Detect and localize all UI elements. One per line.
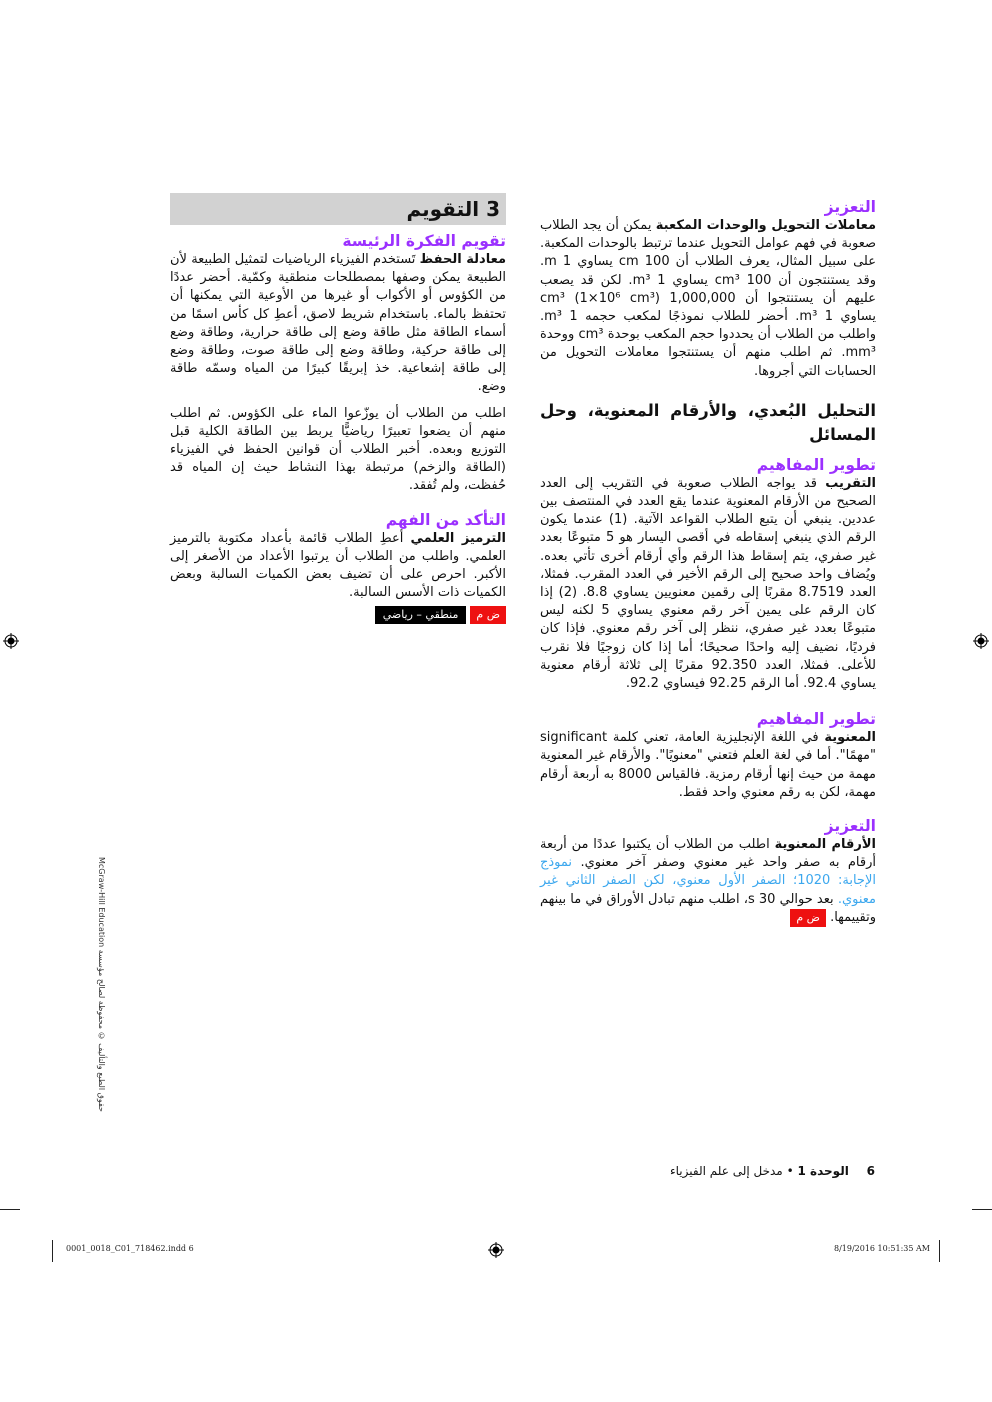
paragraph-text: قد يواجه الطلاب صعوبة في التقريب إلى العدد الصحيح من الأرقام المعنوية عندما يقع العدد في المنتصف بين عددين. ينبغي أن يتبع الطلاب القواعد الآتية. (1) عندما يكون الرقم الذي ينبغي إسقاطه في أقصى اليسار هو 5 متبوعًا بعدد غير صفري، يتم إسقاط هذا الرقم وأي أرقام أخرى تأتي بعده. ويُضاف واحد صحيح إلى الرقم الأخير في العدد المقرب. فمثلا، العدد 8.7519 مقربًا إلى رقمين معنويين يساوي 8.8. (2) إذا كان الرقم على يمين آخر رقم معنوي يساوي 5 لكنه ليس متبوعًا بعدد غير صفري، ننظر إلى آخر رقم معنوي. فإذا كان فرديًا، نضيف إليه واحدًا صحيحًا؛ أما إذا كان زوجيًا فلا نقرب للأعلى. فمثلا، العدد 92.350 مقربًا إلى ثلاثة أرقام معنوية يساوي 92.4. أما الرقم 92.25 فيساوي 92.2. <box>540 475 877 692</box>
crop-mark <box>0 1209 20 1210</box>
slug-filename: 0001_0018_C01_718462.indd 6 <box>66 1244 194 1253</box>
paragraph-lead: الترميز العلمي <box>410 530 506 546</box>
differentiation-badge: ض م <box>790 909 826 927</box>
registration-mark-icon <box>973 633 989 649</box>
paragraph-text: اطلب من الطلاب أن يكتبوا عددًا من أربعة أرقام به صفر واحد غير معنوي وصفر آخر معنوي. <box>540 837 876 871</box>
check-heading: التأكد من الفهم <box>385 510 506 529</box>
assessment-band: 3 التقويم <box>170 193 506 225</box>
conservation-paragraph <box>170 251 506 397</box>
paragraph-lead: الأرقام المعنوية <box>774 837 876 853</box>
sigfig-paragraph <box>540 836 876 927</box>
crop-mark <box>972 1209 992 1210</box>
conservation-paragraph-2: اطلب من الطلاب أن يوزّعوا الماء على الكؤوس. ثم اطلب منهم أن يضعوا تعبيرًا رياضيًّا يربط بين الطاقة الكلية قبل التوزيع وبعده. أخبر الطلاب أن قوانين الحفظ في الفيزياء (الطاقة والزخم) مرتبطة بهذا النشاط حيث إن المياه قد حُفظت، ولم تُفقد. <box>170 405 506 494</box>
page-number: 6 <box>866 1164 875 1178</box>
crop-mark <box>939 1240 940 1262</box>
significance-paragraph <box>540 729 876 802</box>
main-idea-heading: تقويم الفكرة الرئيسة <box>342 232 506 250</box>
reinforce-paragraph <box>540 217 876 381</box>
sample-answer: نموذج الإجابة: 1020؛ الصفر الأول معنوي، لكن الصفر الثاني غير معنوي. <box>540 855 876 907</box>
paragraph-text: تَستخدم الفيزياء الرياضيات لتمثيل الطبيعة لأن الطبيعة يمكن وصفها بمصطلحات منطقية وكمّية. أحضر عددًا من الكؤوس أو الأكواب أو غيرها من الأوعية التي يمكنها أن تحتفظ بالماء. باستخدام شريط لاصق، أعطِ كل كأس اسمًا من أسماء الطاقة مثل طاقة وضع إلى طاقة حرارية، وطاقة وضع إلى طاقة حركية، وطاقة وضع إلى طاقة صوت، وطاقة وضع إلى طاقة إشعاعية. خذ إبريقًا كبيرًا من المياه وسمّه طاقة وضع. <box>170 252 506 395</box>
unit-title: مدخل إلى علم الفيزياء <box>670 1164 783 1178</box>
paragraph-text: في اللغة الإنجليزية العامة، تعني كلمة significant "مهمًا". أما في لغة العلم فتعني "معنويًا". والأرقام غير المعنوية مهمة من حيث إنها أرقام رمزية. فالقياس 8000 به أربعة أرقام مهمة، لكن به رقم معنوي واحد فقط. <box>540 730 876 800</box>
paragraph-lead: معادلة الحفظ <box>419 252 506 267</box>
slug-timestamp: 8/19/2016 10:51:35 AM <box>833 1244 930 1253</box>
registration-mark-icon <box>3 633 19 649</box>
crop-mark <box>52 1240 53 1262</box>
notation-paragraph <box>170 530 506 603</box>
reinforce-heading: التعزيز <box>824 817 876 836</box>
bullet: • <box>786 1164 794 1178</box>
right-column <box>540 197 876 935</box>
copyright-notice: حقوق الطبع والتأليف © محفوظة لصالح مؤسسة McGraw-Hill Education <box>97 857 106 1112</box>
reinforce-heading: التعزيز <box>824 198 876 216</box>
intelligence-badge: منطقي – رياضي <box>375 606 467 624</box>
unit-label: الوحدة 1 <box>797 1164 849 1178</box>
rounding-paragraph <box>540 475 876 693</box>
left-column <box>170 193 506 624</box>
concepts-heading: تطوير المفاهيم <box>756 455 876 474</box>
page-footer <box>670 1164 875 1178</box>
differentiation-badge: ض م <box>470 606 506 624</box>
paragraph-lead: المعنوية <box>824 730 876 746</box>
paragraph-text: بعد حوالي s 30، اطلب منهم تبادل الأوراق في ما بينهم وتقييمها. <box>540 891 876 925</box>
badges <box>170 606 506 624</box>
registration-mark-icon <box>488 1242 504 1258</box>
paragraph-lead: معاملات التحويل والوحدات المكعبة <box>655 218 876 233</box>
paragraph-text: أعطِ الطلاب قائمة بأعداد مكتوبة بالترميز العلمي. واطلب من الطلاب أن يرتبوا الأعداد من الأصغر إلى الأكبر. احرص على أن تضيف بعض الكميات السالبة وبعض الكميات ذات الأسس السالبة. <box>170 530 506 601</box>
concepts-heading: تطوير المفاهيم <box>756 710 876 729</box>
paragraph-lead: التقريب <box>825 475 876 491</box>
section-title: التحليل البُعدي، والأرقام المعنوية، وحل المسائل <box>540 400 876 444</box>
paragraph-text: يمكن أن يجد الطلاب صعوبة في فهم عوامل التحويل عندما ترتبط بالوحدات المكعبة. على سبيل المثال، يعرف الطلاب أن 100 cm يساوي 1 m. وقد يستنتجون أن 100 cm³ يساوي 1 m³. لكن قد يصعب عليهم أن يستنتجوا أن 1,000,000 cm³ (1×10⁶ cm³) يساوي 1 m³. أحضر للطلاب نموذجًا لمكعب حجمه 1 m³. واطلب من الطلاب أن يحددوا حجم المكعب بوحدة cm³ ووحدة mm³. ثم اطلب منهم أن يستنتجوا معاملات التحويل من الحسابات التي أجروها. <box>540 218 877 379</box>
